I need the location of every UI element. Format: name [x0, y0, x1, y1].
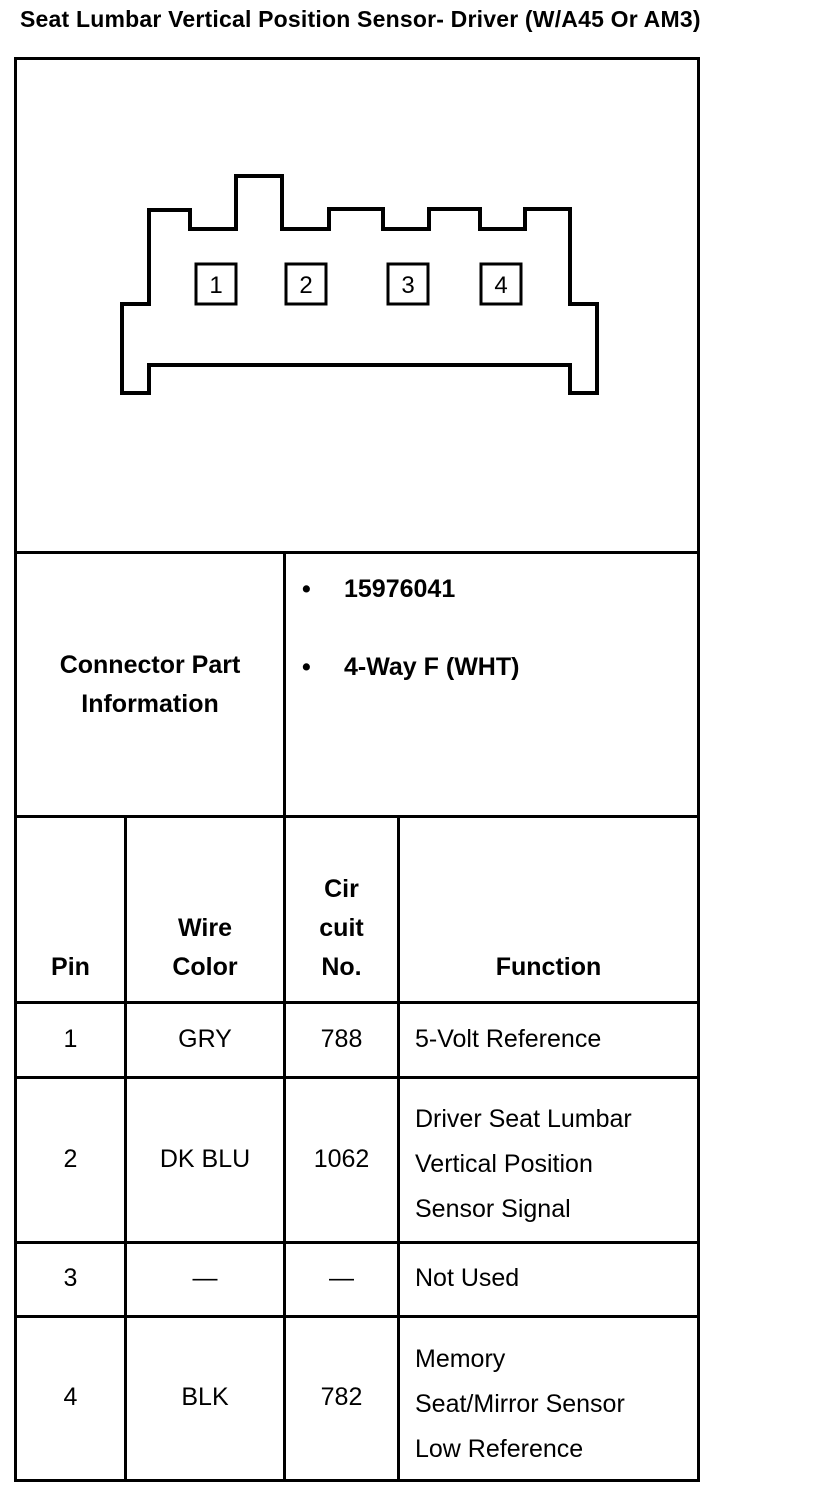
divider-col-circuit — [397, 815, 400, 1482]
function-line: Low Reference — [415, 1435, 584, 1463]
row-1-pin: 1 — [63, 1025, 78, 1053]
header-pin — [17, 948, 124, 987]
connector-diagram — [0, 0, 816, 560]
row-2-circuit: 1062 — [313, 1145, 370, 1173]
divider-partinfo-vertical — [283, 551, 286, 818]
row-1-function — [415, 1025, 697, 1054]
row-3-function — [415, 1264, 697, 1293]
row-4-function — [415, 1337, 697, 1472]
row-4-wire-color: BLK — [181, 1383, 229, 1411]
function-line: Seat/Mirror Sensor — [415, 1390, 625, 1418]
row-3-pin: 3 — [63, 1264, 78, 1292]
divider-partinfo-bottom — [14, 815, 700, 818]
part-info-label — [17, 646, 283, 724]
function-line: Sensor Signal — [415, 1195, 571, 1223]
function-line: Memory — [415, 1345, 506, 1373]
header-circuit-line: cuit — [319, 914, 364, 942]
pin-label-1: 1 — [209, 272, 223, 299]
row-2-function — [415, 1097, 697, 1232]
part-number: 15976041 — [344, 574, 456, 603]
connector-type-item — [300, 648, 519, 686]
header-wire-color-line: Wire — [178, 914, 232, 942]
part-info-bullets — [300, 570, 519, 686]
divider-row1-bottom — [14, 1076, 700, 1079]
bullet-icon: • — [302, 574, 311, 603]
function-line: Not Used — [415, 1264, 520, 1292]
header-circuit-line: Cir — [324, 875, 359, 903]
page-title: Seat Lumbar Vertical Position Sensor- Driver (W/A45 Or AM3) — [20, 6, 701, 32]
header-wire-color — [127, 909, 283, 987]
header-circuit — [286, 870, 397, 987]
pin-label-4: 4 — [494, 272, 508, 299]
divider-row2-bottom — [14, 1241, 700, 1244]
divider-row3-bottom — [14, 1315, 700, 1318]
function-line: 5-Volt Reference — [415, 1025, 602, 1053]
function-line: Driver Seat Lumbar — [415, 1105, 632, 1133]
row-4-circuit: 782 — [320, 1383, 363, 1411]
header-pin-line: Pin — [51, 953, 90, 981]
part-info-label-line: Information — [81, 690, 219, 718]
header-function-line: Function — [495, 953, 602, 981]
pin-label-2: 2 — [299, 272, 313, 299]
row-1-wire-color: GRY — [178, 1025, 232, 1053]
header-circuit-line: No. — [321, 953, 362, 981]
row-1-circuit: 788 — [320, 1025, 363, 1053]
row-2-wire-color: DK BLU — [159, 1145, 251, 1173]
row-4-pin: 4 — [63, 1383, 78, 1411]
function-line: Vertical Position — [415, 1150, 593, 1178]
frame-bottom-border — [14, 1479, 700, 1482]
connector-type: 4-Way F (WHT) — [344, 652, 520, 681]
row-3-wire-color: — — [192, 1264, 218, 1292]
row-2-pin: 2 — [63, 1145, 78, 1173]
header-function — [400, 948, 697, 987]
divider-header-bottom — [14, 1001, 700, 1004]
part-info-label-line: Connector Part — [59, 651, 241, 679]
row-3-circuit: — — [329, 1264, 354, 1292]
header-wire-color-line: Color — [172, 953, 238, 981]
part-number-item — [300, 570, 519, 608]
connector-outline — [122, 176, 597, 393]
bullet-icon: • — [302, 652, 311, 681]
pin-label-3: 3 — [401, 272, 415, 299]
